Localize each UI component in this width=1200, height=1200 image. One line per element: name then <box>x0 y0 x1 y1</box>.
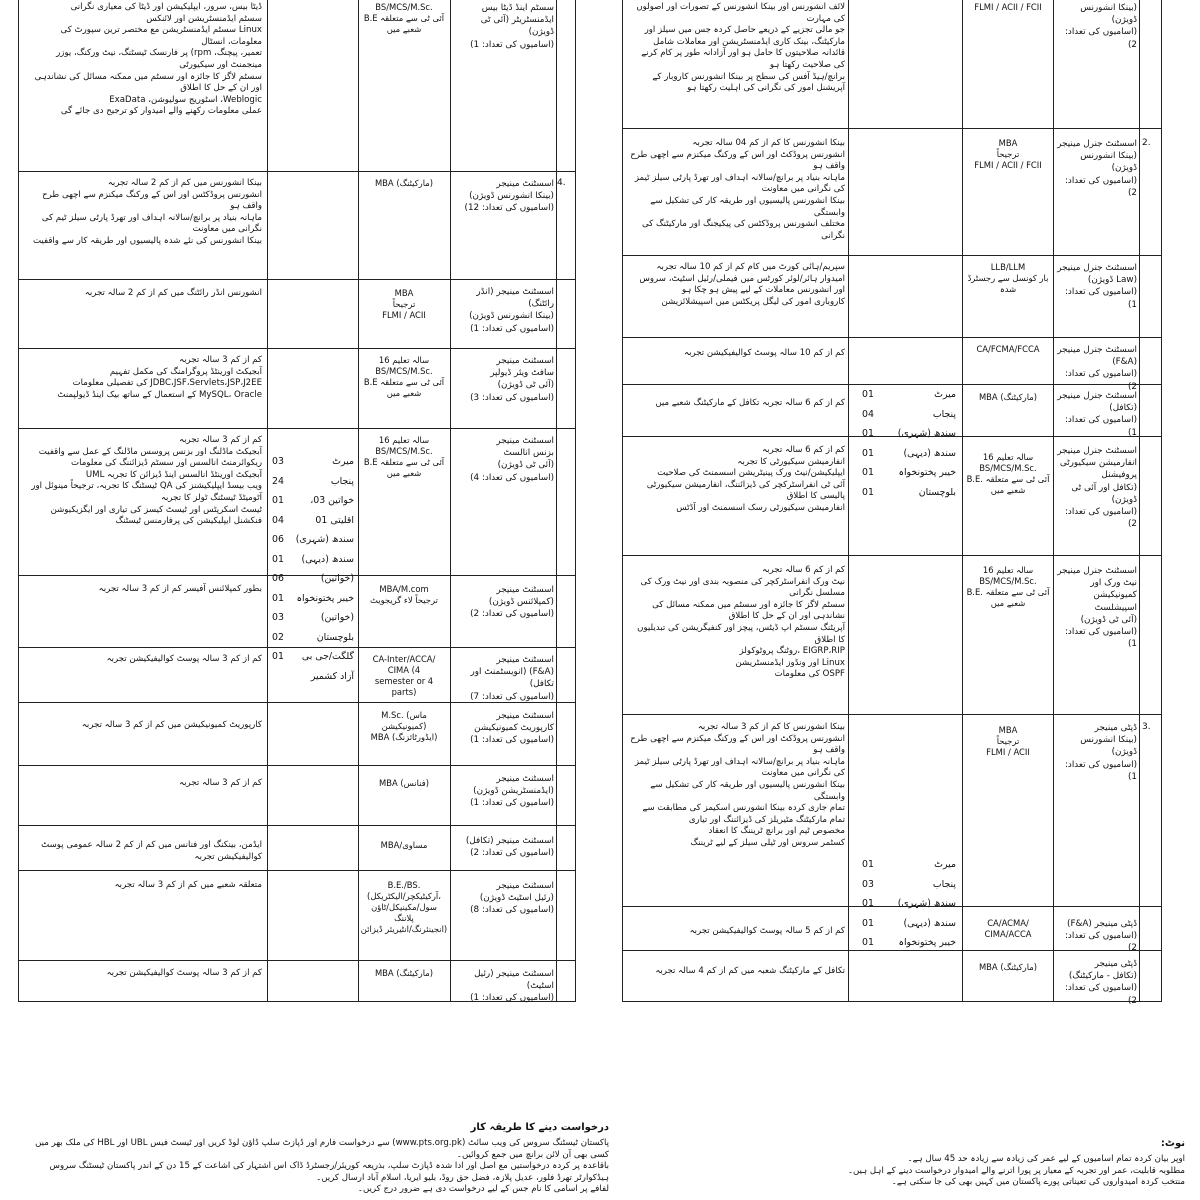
post-title: اسسٹنٹ مینیجر (F&A) (انویسٹمنٹ اور تکافل) (اسامیوں کی تعداد: 7) <box>470 655 554 702</box>
experience: ڈیٹا بیس، سرور، ایپلیکیشن اور ڈیٹا کی معیاری نگرانی سسٹم ایڈمنسٹریشن اور لائنکس Linux سسٹم ایڈمنسٹریشن مع مختصر ترین سپورٹ کی معلومات، انسٹال تعمیر، پیچنگ، rpm) پر فارنسک ٹیسٹنگ، نیٹ ورکنگ، یوزر مینجمنٹ اور سیکیورٹی سسٹم لاگز کا جائزہ اور سسٹم میں ممکنہ مسائل کی نشاندہی اور ان کے حل کا اطلاق Weblogic، اسٹوریج سولیوشن، ExaData عملی معلومات رکھنے والے امیدوار کو ترجیح دی جائے گی <box>34 2 262 117</box>
experience: کم از کم 3 سالہ پوسٹ کوالیفیکیشن تجربہ <box>106 654 262 664</box>
qualification: CA/ACMA/ CIMA/ACCA <box>984 918 1032 939</box>
experience: کم از کم 10 سالہ پوسٹ کوالیفیکیشن تجربہ <box>684 348 845 358</box>
qualification: MBA/M.com ترجیحاً لاء گریجویٹ <box>370 584 438 605</box>
experience: کم از کم 3 سالہ تجربہ آبجیکٹ ماڈلنگ اور بزنس پروسس ماڈلنگ کے عمل سے واقفیت ریکوائرمنٹ انالسس اور سسٹم ڈیزائننگ کی معلومات آبجیکٹ اورینٹڈ انالسس اینڈ ڈیزائن کا تجربہ UML ویب بیسڈ ایپلیکیشنز کی QA ٹیسٹنگ کا تجربہ، ترجیحاً مینوئل اور آٹومیٹڈ ٹیسٹنگ ٹولز کا تجربہ ٹیسٹ اسکرپٹس اور ٹیسٹ کیسز کی تیاری اور ایگزیکیوشن فنکشنل ایپلیکیشن کی پرفارمنس ٹیسٹنگ <box>31 435 262 527</box>
post-title: اسسٹنٹ مینیجر (بینکا انشورنس ڈویژن) (اسامیوں کی تعداد: 12) <box>464 179 554 214</box>
left-jobs-table <box>18 0 576 1002</box>
post-title: (بینکا انشورنس ڈویژن) (اسامیوں کی تعداد: 2) <box>1064 3 1137 50</box>
qualification: M.Sc. (ماس کمیونیکیشن) MBA (ایڈورٹائزنگ) <box>370 710 438 742</box>
right-jobs-table <box>622 0 1162 1006</box>
qualification: MBA/مساوی <box>380 840 428 850</box>
notes-body: اوپر بیان کردہ تمام اسامیوں کے لیے عمر کی زیادہ سے زیادہ حد 45 سال ہے۔ مطلوبہ قابلیت، عمر اور تجربہ کے معیار پر پورا اترنے والے امیدوار درخواست دینے کے اہل ہیں۔ منتخب کردہ امیدواروں کی تعیناتی پورے پاکستان میں کہیں بھی کی جا سکتی ہے۔ <box>847 1154 1185 1188</box>
post-title: اسسٹنٹ مینیجر (رئیل اسٹیٹ) (اسامیوں کی تعداد: 1) <box>470 969 554 1004</box>
experience: کم از کم 3 سالہ پوسٹ کوالیفیکیشن تجربہ <box>106 968 262 978</box>
qualification: MBA (مارکیٹنگ) <box>374 968 434 978</box>
post-title: اسسٹنٹ مینیجر بزنس انالسٹ (آئی ٹی ڈویژن) (اسامیوں کی تعداد: 4) <box>470 436 554 483</box>
post-title: اسسٹنٹ جنرل مینیجر نیٹ ورک اور کمیونیکیشن اسپیشلسٹ (آئی ٹی ڈویژن) (اسامیوں کی تعداد: 1) <box>1057 566 1137 650</box>
experience: بینکا انشورنس کا کم از کم 04 سالہ تجربہ انشورنس پروڈکٹ اور اس کے ورکنگ میکنزم سے اچھی طرح واقف ہو ماہانہ بنیاد پر برانچ/سالانہ اہداف اور تھرڈ پارٹی سیلز ٹیمز کی نگرانی میں معاونت بینکا انشورنس پالیسیوں اور طریقہ کار کی تشکیل سے وابستگی مختلف انشورنس پروڈکٹس کی پیکیجنگ اور مارکیٹنگ کی نگرانی <box>630 138 845 241</box>
experience: سپریم/ہائی کورٹ میں کام کم از کم 10 سالہ تجربہ امیدوار ہائر/لوئر کورٹس میں فیملی/رئیل اسٹیٹ، سروس اور انشورنس معاملات کے لیے پیش ہو چکا ہو کاروباری امور کی لیگل پریکٹس میں اسپیشلائزیشن <box>639 262 845 307</box>
post-title: ڈپٹی مینیجر (بینکا انشورنس ڈویژن) (اسامیوں کی تعداد: 1) <box>1064 723 1137 782</box>
post-title: اسسٹنٹ جنرل مینیجر (بینکا انشورنس ڈویژن) (اسامیوں کی تعداد: 2) <box>1057 139 1137 198</box>
experience: لائف انشورنس اور بینکا انشورنس کے تصورات اور اصولوں کی مہارت جو مالی تجزیے کے ذریعے حاصل کردہ جس میں سیلز اور مارکیٹنگ، بینک کاری ایڈمنسٹریشن اور معاملات شامل قائدانہ صلاحیتوں کا حامل ہو اور آزادانہ طور پر کام کرنے کی صلاحیت رکھتا ہو برانچ/ہیڈ آفس کی سطح پر بینکا انشورنس کاروبار کے آپریشنل امور کی نگرانی کی اہلیت رکھتا ہو <box>636 2 845 94</box>
serial-number: 2. <box>1142 138 1151 148</box>
how-to-apply-heading: درخواست دینے کا طریقہ کار <box>470 1122 609 1133</box>
experience: بینکا انشورنس میں کم از کم 2 سالہ تجربہ انشورنس پروڈکٹس اور اس کے ورکنگ میکنزم سے اچھی طرح واقف ہو ماہانہ بنیاد پر برانچ/سالانہ اہداف اور تھرڈ پارٹی سیلز ٹیم کی نگرانی میں معاونت بینکا انشورنس کی نئے شدہ پالیسیوں اور طریقہ کار سے واقفیت <box>32 178 262 246</box>
qualification: MBA (فنانس) <box>378 778 429 788</box>
post-title: اسسٹنٹ جنرل مینیجر (F&A) (اسامیوں کی تعداد: 2) <box>1057 345 1137 392</box>
experience: متعلقہ شعبے میں کم از کم 3 سالہ تجربہ <box>114 880 262 890</box>
qualification: 16 سالہ تعلیم BS/MCS/M.Sc. B.E آئی ٹی سے متعلقہ شعبے میں <box>363 355 445 398</box>
experience: کم از کم 6 سالہ تجربہ تکافل کے مارکیٹنگ شعبے میں <box>655 398 845 408</box>
post-title: اسسٹنٹ مینیجر (انڈر رائٹنگ) (بینکا انشورنس ڈویژن) (اسامیوں کی تعداد: 1) <box>469 287 554 334</box>
experience: بطور کمپلائنس آفیسر کم از کم 3 سالہ تجربہ <box>98 584 262 594</box>
post-title: اسسٹنٹ جنرل مینیجر انفارمیشن سیکیورٹی پروفیشنل (تکافل اور آئی ٹی ڈویژن) (اسامیوں کی تعداد: 2) <box>1057 446 1137 530</box>
province-quota-names: میرٹ پنجاب خواتین 03، اقلیتی 01 سندھ (شہری) سندھ (دیہی) (خواتین) خیبر پختونخواہ (خواتین) بلوچستان گلگت/جی بی آزاد کشمیر <box>295 456 354 682</box>
post-title: سسٹم اینڈ ڈیٹا بیس ایڈمنسٹریٹر (آئی ٹی ڈویژن) (اسامیوں کی تعداد: 1) <box>470 3 554 50</box>
post-title: اسسٹنٹ جنرل مینیجر (تکافل) (اسامیوں کی تعداد: 1) <box>1057 391 1137 438</box>
post-title: اسسٹنٹ مینیجر (تکافل) (اسامیوں کی تعداد: 2) <box>465 836 554 859</box>
qualification: MBA ترجیحاً FLMI / ACII <box>986 725 1030 757</box>
experience: بینکا انشورنس کا کم از کم 3 سالہ تجربہ انشورنس پروڈکٹ اور اس کے ورکنگ میکنزم سے اچھی طرح واقف ہو ماہانہ بنیاد پر برانچ/سالانہ اہداف اور تھرڈ پارٹی سیلز ٹیمز کی نگرانی میں معاونت بینکا انشورنس پالیسیوں اور طریقہ کار کی تشکیل سے وابستگی تمام جاری کردہ بینکا انشورنس اسکیمز کی مطابقت سے تمام مارکیٹنگ مٹیریلز کی ڈیزائننگ اور تیاری مخصوص ٹیم اور برانچ ٹریننگ کا انعقاد کسٹمر سروس اور ٹیلی سیلز کے لیے ٹریننگ <box>630 722 845 848</box>
qualification: MBA (مارکیٹنگ) <box>374 178 434 188</box>
qualification: MBA ترجیحاً FLMI / ACII <box>382 288 426 320</box>
post-title: اسسٹنٹ مینیجر (کمپلائنس ڈویژن) (اسامیوں کی تعداد: 2) <box>470 585 554 620</box>
province-quota-names: میرٹ پنجاب سندھ (شہری) سندھ (دیہی) خیبر پختونخواہ <box>897 859 956 948</box>
province-quota-names: میرٹ پنجاب سندھ (شہری) سندھ (دیہی) خیبر پختونخواہ بلوچستان <box>897 389 956 498</box>
notes-heading: نوٹ: <box>1160 1138 1185 1149</box>
qualification: MBA ترجیحاً FLMI / ACII / FCII <box>974 138 1042 170</box>
post-title: ڈپٹی مینیجر (تکافل - مارکیٹنگ) (اسامیوں کی تعداد: 2) <box>1064 959 1137 1006</box>
qualification: 16 سالہ تعلیم BS/MCS/M.Sc. B.E آئی ٹی سے متعلقہ شعبے میں <box>363 435 445 478</box>
province-quota-numbers: 01 03 01 01 01 <box>862 859 874 948</box>
experience: کم از کم 6 سالہ تجربہ انفارمیشن سیکیورٹی کا تجربہ ایپلیکیشن/نیٹ ورک پینیٹریشن اسسمنٹ کی صلاحیت آئی ٹی انفراسٹرکچر کی ڈیزائننگ، انفارمیشن سیکیورٹی پالیسی کا اطلاق انفارمیشن سیکیورٹی رسک اسسمنٹ اور آڈٹس <box>646 445 845 513</box>
qualification: MBA (مارکیٹنگ) <box>978 392 1038 402</box>
post-title: اسسٹنٹ مینیجر (رئیل اسٹیٹ ڈویژن) (اسامیوں کی تعداد: 8) <box>470 881 554 916</box>
experience: کم از کم 3 سالہ تجربہ <box>179 778 262 788</box>
qualification: B.E./BS. (آرکیٹیکچر/الیکٹریکل، سول/مکینیکل/ٹاؤن پلاننگ انجینئرنگ/انٹیریئر ڈیزائن) <box>360 880 448 934</box>
how-to-apply-body: پاکستان ٹیسٹنگ سروس کی ویب سائٹ (www.pts.org.pk) سے درخواست فارم اور ڈپازٹ سلپ ڈاؤن لوڈ کریں اور ٹیسٹ فیس UBL اور HBL کی ملک بھر میں کسی بھی آن لائن برانچ میں جمع کروائیں۔ باقاعدہ پر کردہ درخواستیں مع اصل اور ادا شدہ ڈپازٹ سلپ، بذریعہ کوریئر/رجسٹرڈ ڈاک اس اشتہار کی اشاعت کے 15 دن کے اندر پاکستان ٹیسٹنگ سروس ہیڈکوارٹر تھرڈ فلور، عدیل پلازہ، فضل حق روڈ، بلیو ایریا، اسلام آباد ارسال کریں۔ لفافے پر اسامی کا نام جس کے لیے درخواست دی ہے ضرور درج کریں۔ <box>35 1138 609 1195</box>
province-quota-numbers: 01 04 01 01 01 01 <box>862 389 874 498</box>
qualification: 16 سالہ تعلیم BS/MCS/M.Sc. B.E. آئی ٹی سے متعلقہ شعبے میں <box>966 565 1050 608</box>
qualification: CA-Inter/ACCA/ CIMA (4 semester or 4 parts) <box>372 654 436 697</box>
experience: انشورنس انڈر رائٹنگ میں کم از کم 2 سالہ تجربہ <box>84 288 262 298</box>
post-title: ڈپٹی مینیجر (F&A) (اسامیوں کی تعداد: 2) <box>1064 919 1137 954</box>
post-title: اسسٹنٹ مینیجر (ایڈمنسٹریشن ڈویژن) (اسامیوں کی تعداد: 1) <box>470 774 554 809</box>
notes-section <box>660 1138 1185 1200</box>
qualification: MBA (مارکیٹنگ) <box>978 962 1038 972</box>
experience: تکافل کے مارکیٹنگ شعبہ میں کم از کم 4 سالہ تجربہ <box>655 966 845 976</box>
serial-number: 4. <box>557 178 566 188</box>
province-quota-numbers: 03 24 01 04 06 01 06 01 03 02 01 <box>272 456 284 662</box>
experience: کم از کم 5 سالہ پوسٹ کوالیفیکیشن تجربہ <box>689 926 845 936</box>
qualification: FLMI / ACII / FCII <box>974 2 1042 12</box>
post-title: اسسٹنٹ مینیجر سافٹ ویئر ڈیولپر (آئی ٹی ڈویژن) (اسامیوں کی تعداد: 3) <box>470 356 554 403</box>
serial-number: 3. <box>1142 722 1151 732</box>
experience: ایڈمن، بینکنگ اور فنانس میں کم از کم 2 سالہ عمومی پوسٹ کوالیفیکیشن تجربہ <box>41 840 262 862</box>
experience: کم از کم 3 سالہ تجربہ آبجیکٹ اورینٹڈ پروگرامنگ کی مکمل تفہیم JDBC،JSF،Servlets،JSP،J2EE کی تفصیلی معلومات MySQL، Oracle کے استعمال کے ساتھ بیک اینڈ ڈیولپمنٹ <box>57 355 262 400</box>
post-title: اسسٹنٹ مینیجر کارپوریٹ کمیونیکیشن (اسامیوں کی تعداد: 1) <box>470 711 554 746</box>
how-to-apply-section <box>24 1122 609 1200</box>
experience: کم از کم 6 سالہ تجربہ نیٹ ورک انفراسٹرکچر کی منصوبہ بندی اور نیٹ ورک کی مسلسل نگرانی سسٹم لاگز کا جائزہ اور سسٹم میں ممکنہ مسائل کی نشاندہی اور ان کے حل کا اطلاق آپریٹنگ سسٹم اپ ڈیٹس، پیچز اور کنفیگریشن کی تبدیلیوں کا اطلاق EIGRP،RIP ،روٹنگ پروٹوکولز Linux اور ونڈوز ایڈمنسٹریشن OSPF کی معلومات <box>637 565 845 680</box>
qualification: CA/FCMA/FCCA <box>976 344 1040 354</box>
experience: کارپوریٹ کمیونیکیشن میں کم از کم 3 سالہ تجربہ <box>81 720 262 730</box>
post-title: اسسٹنٹ جنرل مینیجر (Law ڈویژن) (اسامیوں کی تعداد: 1) <box>1057 263 1137 310</box>
qualification: LLB/LLM بار کونسل سے رجسٹرڈ شدہ <box>967 262 1049 294</box>
qualification: 16 سالہ تعلیم BS/MCS/M.Sc. B.E. آئی ٹی سے متعلقہ شعبے میں <box>966 452 1050 495</box>
qualification: BS/MCS/M.Sc. B.E آئی ٹی سے متعلقہ شعبے میں <box>363 2 445 34</box>
